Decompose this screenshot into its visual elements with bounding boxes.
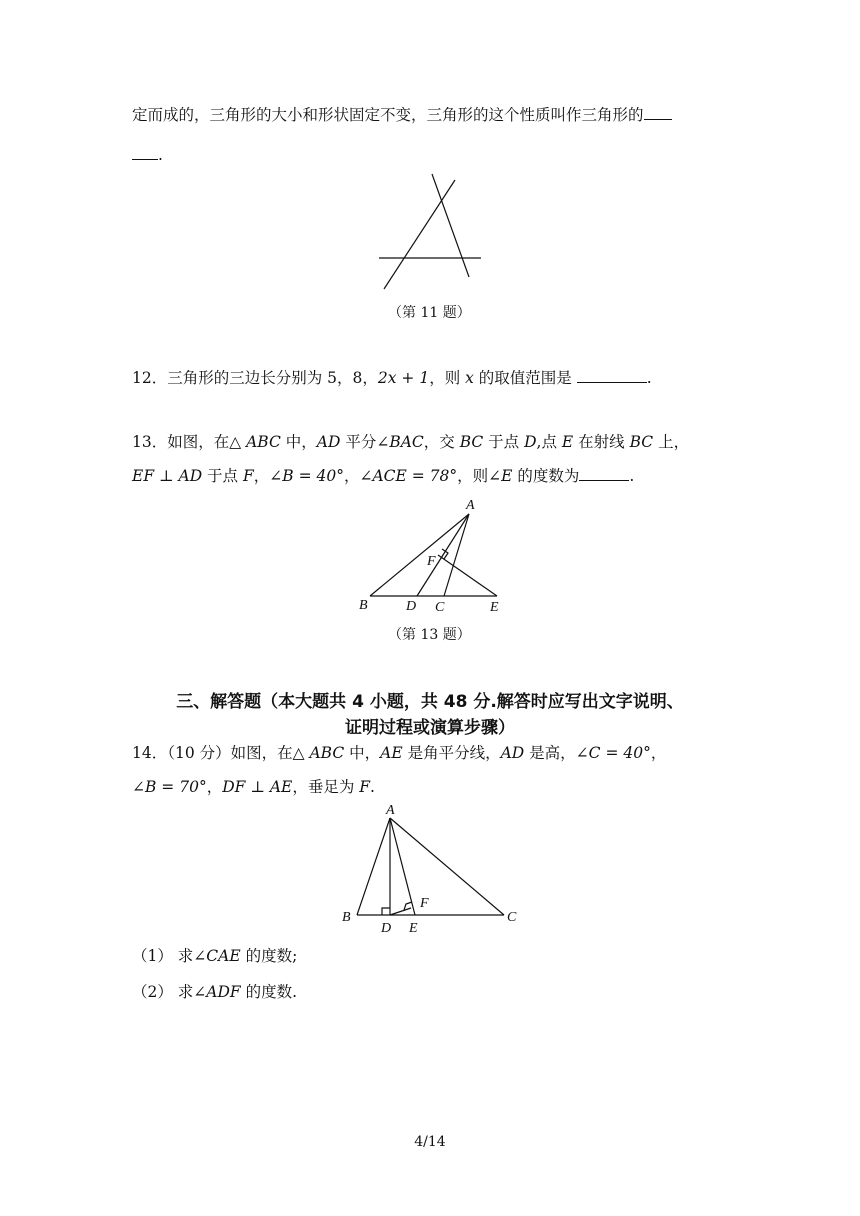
fig11-line-left <box>384 180 455 289</box>
top-text-line1 <box>132 105 672 125</box>
fig13-side-ac <box>444 514 469 596</box>
q13-text: ,点 <box>536 433 562 451</box>
fig13-label-c: C <box>435 600 445 615</box>
question-13-line2 <box>132 466 634 486</box>
q14-part2-text: 的度数. <box>240 983 298 1001</box>
fig14-side-ac <box>390 818 504 915</box>
fig14-label-b: B <box>342 910 351 925</box>
top-text-line2-end: . <box>158 146 163 164</box>
q13-text: 13．如图，在 <box>132 433 230 451</box>
q12-text-after: 的取值范围是 <box>473 369 572 387</box>
fig14-side-ab <box>357 818 390 915</box>
fig14-bisector-ae <box>390 818 415 915</box>
q13-point-f: F <box>242 467 254 485</box>
q14-part-1 <box>132 946 297 966</box>
fig14-label-f: F <box>420 896 429 911</box>
q14-text: 是角平分线， <box>402 744 501 762</box>
q13-text: ， <box>253 467 270 485</box>
q14-text: 14．（10 分）如图，在 <box>132 744 293 762</box>
q14-text: . <box>370 778 375 796</box>
q14-text: ， <box>650 744 667 762</box>
q14-triangle: △ ABC <box>292 744 345 762</box>
q13-angle-bac: ∠BAC <box>376 433 424 451</box>
question-14-line2 <box>132 777 375 797</box>
q13-text: 上， <box>653 433 690 451</box>
q12-text-mid: ，则 <box>429 369 466 387</box>
fig13-label-b: B <box>359 598 368 613</box>
q13-text: 的度数为 <box>512 467 580 485</box>
q13-text: 于点 <box>483 433 525 451</box>
q14-segment-ad: AD <box>500 744 525 762</box>
q13-point-e: E <box>561 433 574 451</box>
q14-part1-text: （1） 求 <box>132 947 194 965</box>
q13-ray-bc: BC <box>629 433 654 451</box>
answer-blank <box>579 466 629 481</box>
fig14-label-d: D <box>381 921 392 936</box>
q14-segment-ae: AE <box>380 744 403 762</box>
q13-text: 平分 <box>340 433 377 451</box>
fig13-segment-ad <box>417 514 469 596</box>
q12-text: 12．三角形的三边长分别为 5，8， <box>132 369 378 387</box>
q14-point-f: F <box>359 778 371 796</box>
fig14-segment-df <box>390 908 411 915</box>
fig13-segment-ef <box>438 555 497 596</box>
fig13-label-e: E <box>490 600 499 615</box>
top-text-line1-content: 定而成的，三角形的大小和形状固定不变，三角形的这个性质叫作三角形的 <box>132 106 644 124</box>
question-13-line1 <box>132 432 689 452</box>
fig13-label-d: D <box>406 599 417 614</box>
q13-end: . <box>629 467 635 485</box>
q14-angle-b: ∠B = 70° <box>132 778 207 796</box>
q13-segment-bc: BC <box>459 433 484 451</box>
fig13-side-ab <box>370 514 469 596</box>
q13-text: ，交 <box>423 433 460 451</box>
answer-blank <box>132 145 158 160</box>
question-14-line1 <box>132 743 666 763</box>
fig14-label-c: C <box>507 910 517 925</box>
fig11-line-right <box>432 174 469 277</box>
q13-text: 中， <box>280 433 317 451</box>
q12-expression: 2x + 1 <box>377 369 430 387</box>
figure-14 <box>336 805 526 935</box>
q12-variable: x <box>465 369 474 387</box>
answer-blank <box>644 105 672 120</box>
fig14-label-a: A <box>386 803 395 818</box>
page-number: 4/14 <box>414 1134 446 1150</box>
q14-text: ，垂足为 <box>292 778 360 796</box>
figure-11 <box>370 170 490 295</box>
q13-text: 于点 <box>202 467 243 485</box>
q13-angle-ace: ∠ACE = 78° <box>359 467 458 485</box>
q14-part-2 <box>132 982 297 1002</box>
top-text-line2 <box>132 145 163 165</box>
q14-text: 中， <box>344 744 381 762</box>
fig13-right-angle-mark <box>442 549 448 559</box>
q13-point-d: D <box>524 433 537 451</box>
q13-triangle: △ ABC <box>229 433 281 451</box>
fig13-label-a: A <box>466 498 475 513</box>
q13-text: ，则 <box>457 467 489 485</box>
q14-perpendicular: DF ⊥ AE <box>222 778 293 796</box>
q14-part2-text: （2） 求 <box>132 983 194 1001</box>
q13-angle-e: ∠E <box>488 467 513 485</box>
q14-text: 是高， <box>524 744 576 762</box>
q14-angle-c: ∠C = 40° <box>575 744 651 762</box>
fig11-caption: （第 11 题） <box>388 305 471 321</box>
q13-perpendicular: EF ⊥ AD <box>132 467 203 485</box>
q13-segment-ad: AD <box>316 433 341 451</box>
fig13-label-f: F <box>427 554 436 569</box>
question-12 <box>132 368 652 388</box>
q13-text: 在射线 <box>573 433 630 451</box>
section-3-heading-line2: 证明过程或演算步骤） <box>345 718 515 738</box>
q13-text: ， <box>343 467 360 485</box>
q14-text: ， <box>206 778 223 796</box>
section-3-heading-line1: 三、解答题（本大题共 4 小题，共 48 分.解答时应写出文字说明、 <box>176 692 684 712</box>
figure-13 <box>350 492 520 617</box>
answer-blank <box>577 368 647 383</box>
q12-end: . <box>646 369 652 387</box>
q14-part1-angle: ∠CAE <box>193 947 241 965</box>
fig14-label-e: E <box>409 921 418 936</box>
fig13-caption: （第 13 题） <box>388 627 471 643</box>
fig14-right-angle-mark-d <box>382 908 390 915</box>
q14-part2-angle: ∠ADF <box>193 983 241 1001</box>
q14-part1-text: 的度数; <box>240 947 298 965</box>
q13-angle-b: ∠B = 40° <box>269 467 344 485</box>
